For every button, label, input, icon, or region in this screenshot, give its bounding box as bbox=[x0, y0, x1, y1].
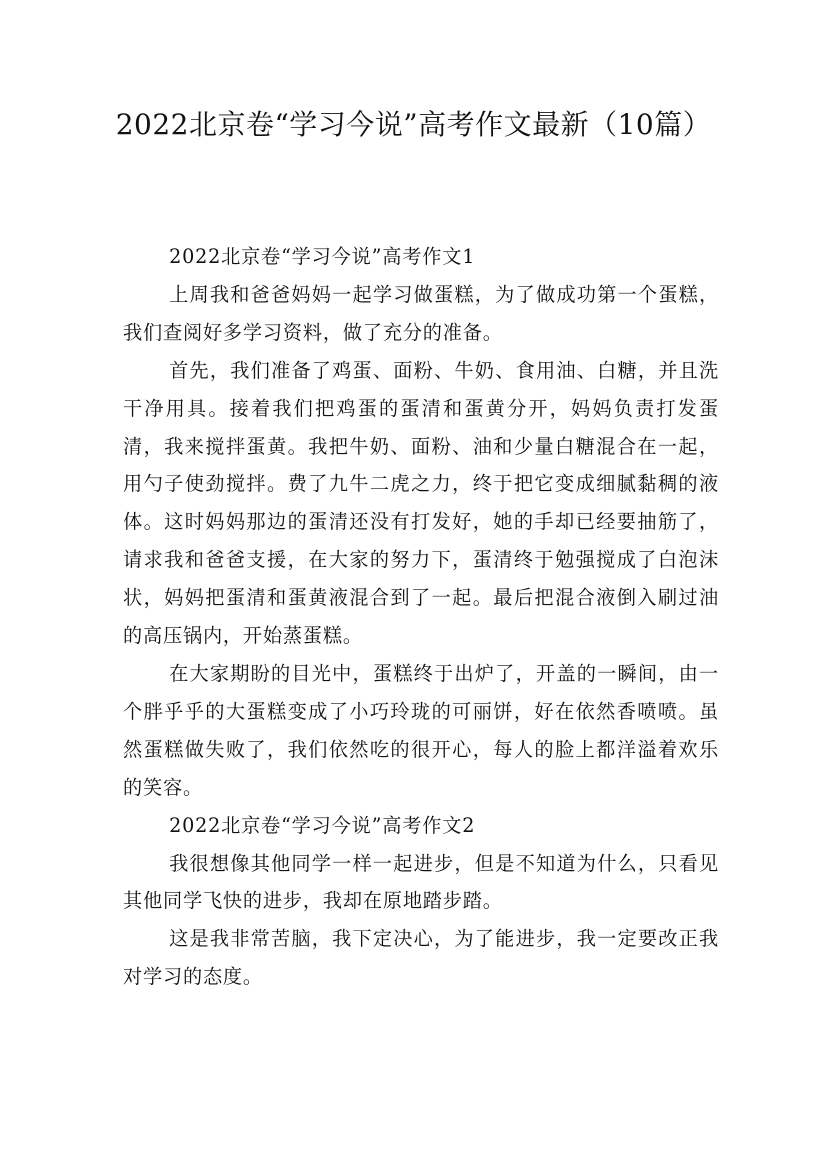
section-heading: 2022北京卷“学习今说”高考作文1 bbox=[169, 245, 476, 268]
document-body bbox=[123, 238, 719, 996]
document-title: 2022北京卷“学习今说”高考作文最新（10篇） bbox=[115, 108, 712, 141]
paragraph: 首先，我们准备了鸡蛋、面粉、牛奶、食用油、白糖，并且洗干净用具。接着我们把鸡蛋的蛋清和蛋黄分开，妈妈负责打发蛋清，我来搅拌蛋黄。我把牛奶、面粉、油和少量白糖混合在一起，用勺子使劲搅拌。费了九牛二虎之力，终于把它变成细腻黏稠的液体。这时妈妈那边的蛋清还没有打发好，她的手却已经要抽筋了，请求我和爸爸支援，在大家的努力下，蛋清终于勉强搅成了白泡沫状，妈妈把蛋清和蛋黄液混合到了一起。最后把混合液倒入刷过油的高压锅内，开始蒸蛋糕。 bbox=[123, 358, 719, 648]
paragraph: 在大家期盼的目光中，蛋糕终于出炉了，开盖的一瞬间，由一个胖乎乎的大蛋糕变成了小巧玲珑的可丽饼，好在依然香喷喷。虽然蛋糕做失败了，我们依然吃的很开心，每人的脸上都洋溢着欢乐的笑容。 bbox=[123, 661, 719, 799]
paragraph: 这是我非常苦脑，我下定决心，为了能进步，我一定要改正我对学习的态度。 bbox=[123, 927, 719, 989]
paragraph: 上周我和爸爸妈妈一起学习做蛋糕，为了做成功第一个蛋糕，我们查阅好多学习资料，做了充分的准备。 bbox=[123, 282, 719, 344]
paragraph: 我很想像其他同学一样一起进步，但是不知道为什么，只看见其他同学飞快的进步，我却在原地踏步踏。 bbox=[123, 851, 719, 913]
section-heading: 2022北京卷“学习今说”高考作文2 bbox=[169, 813, 476, 837]
